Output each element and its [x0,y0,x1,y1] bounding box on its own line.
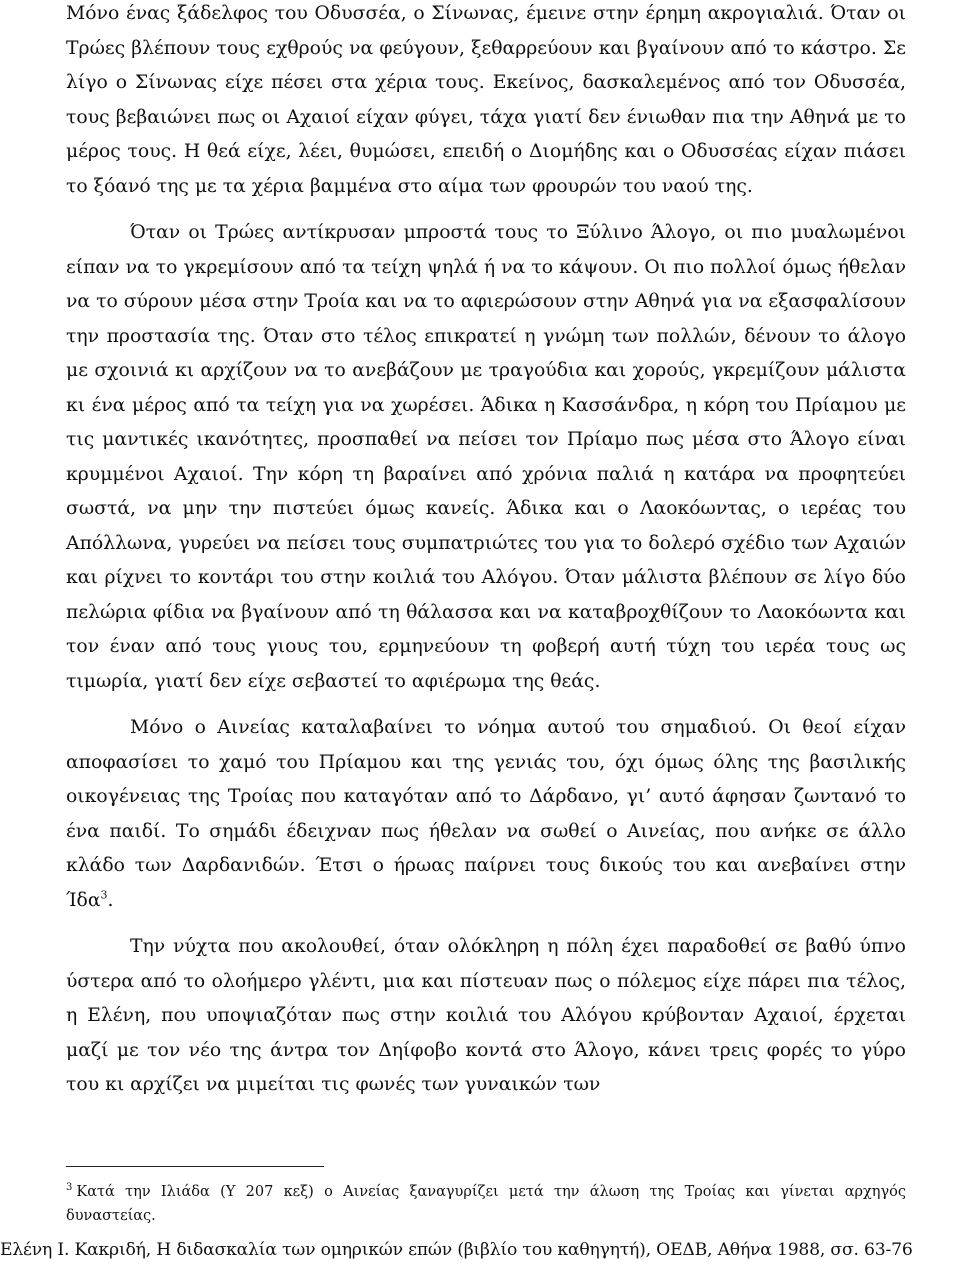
paragraph-aeneas-text: Μόνο ο Αινείας καταλαβαίνει το νόημα αυτού του σημαδιού. Οι θεοί είχαν αποφασίσει το χαμό του Πρίαμου και της γενιάς του, όχι όμως όλης της βασιλικής οικογένειας της Τροίας που καταγόταν από το Δάρδανο, γι’ αυτό άφησαν ζωντανό το ένα παιδί. Το σημάδι έδειχναν πως ήθελαν να σωθεί ο Αινείας, που ανήκε σε άλλο κλάδο των Δαρδανιδών. Έτσι ο ήρωας παίρνει τους δικούς του και ανεβαίνει στην Ίδα [66,717,906,911]
source-citation: Ελένη Ι. Κακριδή, Η διδασκαλία των ομηρικών επών (βιβλίο του καθηγητή), ΟΕΔΒ, Αθήνα 1988, σσ. 63-76 [0,1240,913,1260]
paragraph-night: Την νύχτα που ακολουθεί, όταν ολόκληρη η πόλη έχει παραδοθεί σε βαθύ ύπνο ύστερα από το ολοήμερο γλέντι, μια και πίστευαν πως ο πόλεμος είχε πάρει πια τέλος, η Ελένη, που υποψιαζόταν πως στην κοιλιά του Αλόγου κρύβονταν Αχαιοί, έρχεται μαζί με τον νέο της άντρα τον Δηίφοβο κοντά στο Άλογο, κάνει τρεις φορές το γύρο του κι αρχίζει να μιμείται τις φωνές των γυναικών των [66,936,906,1095]
paragraph-aeneas [66,711,906,918]
document-body [66,0,906,1103]
footnote-reference[interactable]: 3 [100,888,108,902]
footnote-number: 3 [66,1182,73,1194]
footnote-separator [66,1166,324,1167]
footnote [66,1180,906,1228]
footnote-text: Κατά την Ιλιάδα (Υ 207 κεξ) ο Αινείας ξαναγυρίζει μετά την άλωση της Τροίας και γίνεται αρχηγός δυναστείας. [66,1184,906,1224]
paragraph-sinon: Μόνο ένας ξάδελφος του Οδυσσέα, ο Σίνωνας, έμεινε στην έρημη ακρογιαλιά. Όταν οι Τρώες βλέπουν τους εχθρούς να φεύγουν, ξεθαρρεύουν και βγαίνουν από το κάστρο. Σε λίγο ο Σίνωνας είχε πέσει στα χέρια τους. Εκείνος, δασκαλεμένος από τον Οδυσσέα, τους βεβαιώνει πως οι Αχαιοί είχαν φύγει, τάχα γιατί δεν ένιωθαν πια την Αθηνά με το μέρος τους. Η θεά είχε, λέει, θυμώσει, επειδή ο Διομήδης και ο Οδυσσέας είχαν πιάσει το ξόανό της με τα χέρια βαμμένα στο αίμα των φρουρών του ναού της. [66,3,906,197]
paragraph-aeneas-end: . [107,889,114,911]
paragraph-wooden-horse: Όταν οι Τρώες αντίκρυσαν μπροστά τους το Ξύλινο Άλογο, οι πιο μυαλωμένοι είπαν να το γκρεμίσουν από τα τείχη ψηλά ή να το κάψουν. Οι πιο πολλοί όμως ήθελαν να το σύρουν μέσα στην Τροία και να το αφιερώσουν στην Αθηνά για να εξασφαλίσουν την προστασία της. Όταν στο τέλος επικρατεί η γνώμη των πολλών, δένουν το άλογο με σχοινιά κι αρχίζουν να το ανεβάζουν με τραγούδια και χορούς, γκρεμίζουν μάλιστα κι ένα μέρος από τα τείχη για να χωρέσει. Άδικα η Κασσάνδρα, η κόρη του Πρίαμου με τις μαντικές ικανότητες, προσπαθεί να πείσει τον Πρίαμο πως μέσα στο Άλογο είναι κρυμμένοι Αχαιοί. Την κόρη τη βαραίνει από χρόνια παλιά η κατάρα να προφητεύει σωστά, να μην την πιστεύει όμως κανείς. Άδικα και ο Λαοκόωντας, ο ιερέας του Απόλλωνα, γυρεύει να πείσει τους συμπατριώτες του για το δολερό σχέδιο των Αχαιών και ρίχνει το κοντάρι του στην κοιλιά του Αλόγου. Όταν μάλιστα βλέπουν σε λίγο δύο πελώρια φίδια να βγαίνουν από τη θάλασσα και να καταβροχθίζουν το Λαοκόωντα και τον έναν από τους γιους του, ερμηνεύουν τη φοβερή αυτή τύχη του ιερέα τους ως τιμωρία, γιατί δεν είχε σεβαστεί το αφιέρωμα της θεάς. [66,222,906,692]
